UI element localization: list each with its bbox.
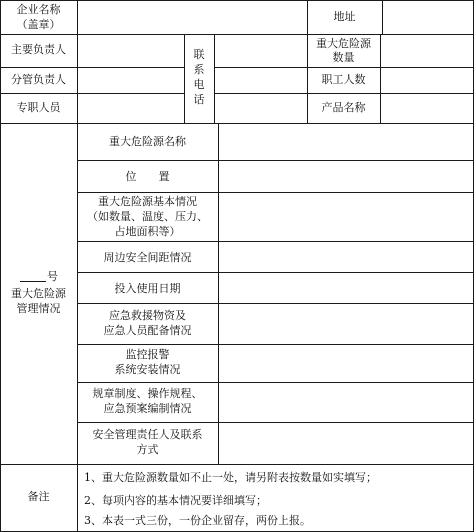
regulations-label: 规章制度、操作规程、 <box>92 387 203 400</box>
row-divider <box>0 123 474 124</box>
safety-manager-label: 安全管理责任人及联系 <box>92 428 203 441</box>
remarks-note: 3、本表一式三份，一份企业留存，两份上报。 <box>84 514 311 527</box>
row-divider <box>214 67 474 68</box>
row-divider <box>0 93 184 94</box>
row-divider <box>77 192 474 193</box>
row-divider <box>77 241 474 242</box>
safety-distance-label: 周边安全间距情况 <box>103 251 192 264</box>
row-divider <box>77 382 474 383</box>
basic-info-label: 重大危险源基本情况 <box>98 195 197 208</box>
commissioning-date-label: 投入使用日期 <box>114 282 181 295</box>
basic-info-label-line3: 占地面积等） <box>114 225 181 238</box>
row-divider <box>77 422 474 423</box>
monitoring-alarm-label: 监控报警 <box>125 348 170 361</box>
row-divider <box>0 34 474 35</box>
column-divider <box>184 34 185 123</box>
full-time-staff-label: 专职人员 <box>16 101 61 114</box>
number-suffix-label: 号 <box>47 270 58 283</box>
table-border-top <box>0 0 474 1</box>
column-divider <box>380 34 381 123</box>
address-label: 地址 <box>333 10 356 23</box>
number-blank <box>20 269 46 282</box>
regulations-label-line2: 应急预案编制情况 <box>103 402 192 415</box>
row-divider <box>77 344 474 345</box>
remarks-note: 2、每项内容的基本情况要详细填写； <box>84 494 267 507</box>
hazard-count-label: 重大危险源 <box>316 37 371 50</box>
emergency-supplies-label-line2: 应急人员配备情况 <box>103 324 192 337</box>
column-divider <box>382 0 383 34</box>
basic-info-label-line2: （如数量、温度、压力、 <box>87 210 208 223</box>
hazard-count-label-line2: 数量 <box>332 51 355 64</box>
remarks-note: 1、重大危险源数量如不止一处，请另附表按数量如实填写； <box>84 471 377 484</box>
row-divider <box>77 303 474 304</box>
section-title: 重大危险源 <box>11 287 66 300</box>
section-title-line2: 管理情况 <box>16 302 61 315</box>
main-leader-label: 主要负责人 <box>11 43 66 56</box>
company-name-label: 企业名称 <box>16 3 61 16</box>
column-divider <box>214 34 215 123</box>
contact-phone-label: 联系电话 <box>193 48 205 106</box>
column-divider <box>218 123 219 464</box>
deputy-leader-label: 分管负责人 <box>11 73 66 86</box>
employee-count-label: 职工人数 <box>321 73 366 86</box>
row-divider <box>214 93 474 94</box>
row-divider <box>0 67 184 68</box>
row-divider <box>77 160 474 161</box>
emergency-supplies-label: 应急救援物资及 <box>109 309 186 322</box>
product-name-label: 产品名称 <box>321 101 366 114</box>
safety-manager-label-line2: 方式 <box>136 443 159 456</box>
hazard-name-label: 重大危险源名称 <box>109 135 186 148</box>
row-divider <box>0 464 474 465</box>
monitoring-alarm-label-line2: 系统安装情况 <box>114 363 181 376</box>
company-seal-label: （盖章） <box>16 18 61 31</box>
row-divider <box>77 272 474 273</box>
remarks-label: 备注 <box>27 490 50 503</box>
location-label: 位 置 <box>125 170 170 183</box>
